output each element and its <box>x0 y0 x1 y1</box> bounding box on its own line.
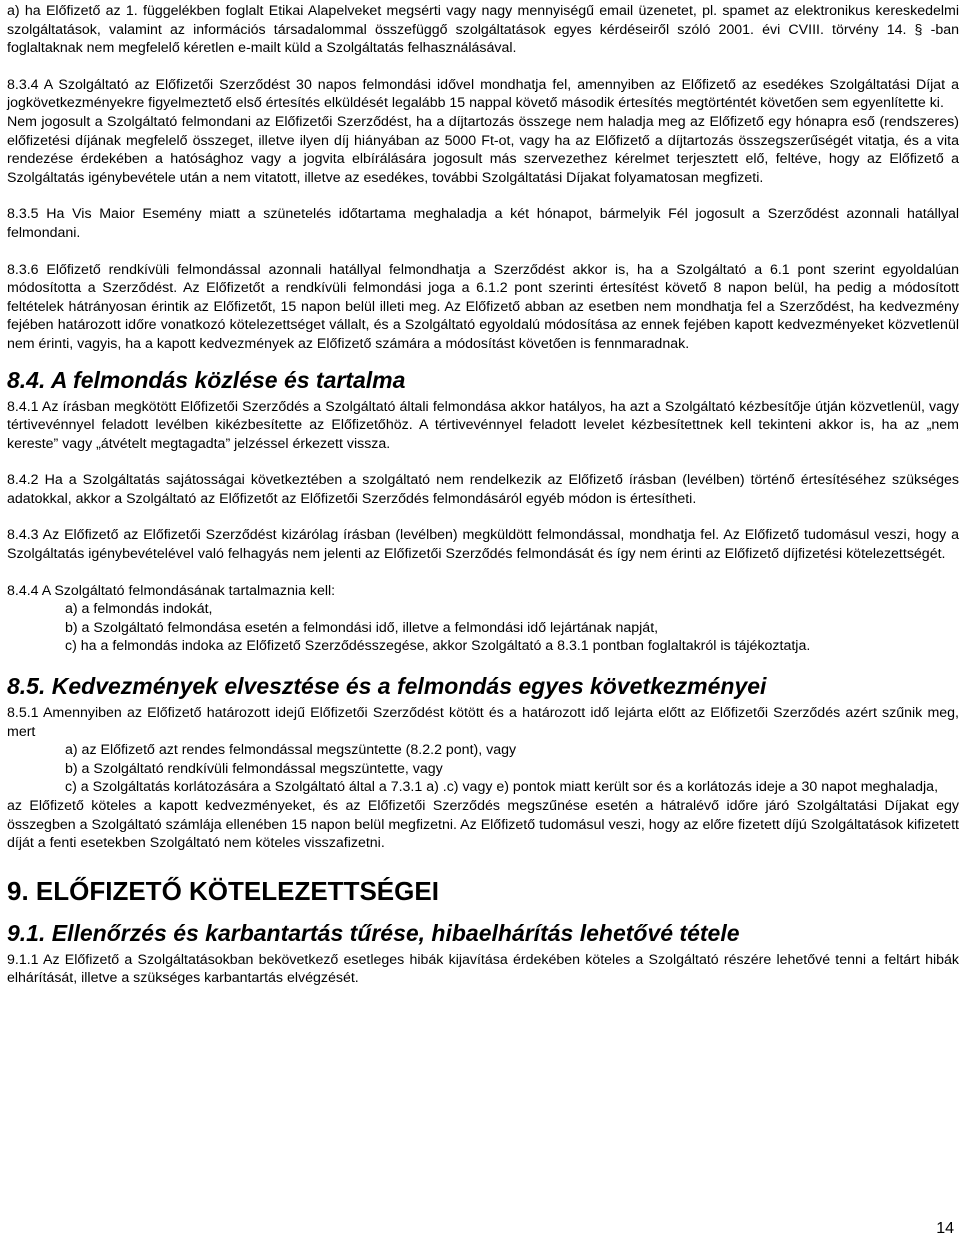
paragraph-8-3-4-continued: Nem jogosult a Szolgáltató felmondani az Előfizetői Szerződést, ha a díjtartozás összege nem haladja meg az Előfizető egy hónapra eső (rendszeres) előfizetési díjának megfelelő összeget, illetve ilyen díj hiányában az 5000 Ft-ot, vagy ha az Előfizető a díjtartozás összegszerűségét vitatja, és a vita rendezése érdekében a hatósághoz vagy a jogvita elbírálására jogosult más szervezethez kérelmet terjesztett elő, feltéve, hogy az Előfizető a Szolgáltatás igénybevétele után a nem vitatott, illetve az esedékes, további Szolgáltatási Díjakat folyamatosan megfizeti. <box>7 113 959 186</box>
list-item: b) a Szolgáltató felmondása esetén a felmondási idő, illetve a felmondási idő lejártának napját, <box>65 619 659 636</box>
page-number: 14 <box>936 1220 954 1237</box>
paragraph-8-4-1: 8.4.1 Az írásban megkötött Előfizetői Szerződés a Szolgáltató általi felmondása akkor hatályos, ha azt a Szolgáltató kézbesítője útján közvetlenül, vagy tértivevénnyel feladott levélben kikézbesítette az Előfizetőhöz. A tértivevénnyel feladott levelet kézbesítettnek kell tekinteni akkor is, ha az „nem kereste” vagy „átvételt megtagadta” jelzéssel érkezett vissza. <box>7 398 959 452</box>
paragraph-8-5-1-continued: az Előfizető köteles a kapott kedvezményeket, és az Előfizetői Szerződés megszűnése esetén a hátralévő időre járó Szolgáltatási Díjakat egy összegben a Szolgáltató számlája ellenében 15 napon belül megfizetni. Az Előfizető tudomásul veszi, hogy az előre fizetett díjú Szolgáltatások kifizetett díját a fenti esetekben Szolgáltató nem köteles visszafizetni. <box>7 798 959 852</box>
paragraph-8-5-1: 8.5.1 Amennyiben az Előfizető határozott idejű Előfizetői Szerződést kötött és a határozott idő lejárta előtt az Előfizetői Szerződés azért szűnik meg, mert <box>7 705 959 740</box>
paragraph-8-3-5: 8.3.5 Ha Vis Maior Esemény miatt a szünetelés időtartama meghaladja a két hónapot, bármelyik Fél jogosult a Szerződést azonnali hatállyal felmondani. <box>7 206 959 241</box>
paragraph-9-1-1: 9.1.1 Az Előfizető a Szolgáltatásokban bekövetkező esetleges hibák kijavítása érdekében köteles a Szolgáltató részére lehetővé tenni a feltárt hibák elhárítását, illetve a szükséges karbantartás elvégzését. <box>7 951 959 987</box>
list-8-5-1 <box>7 741 959 797</box>
list-item: a) az Előfizető azt rendes felmondással megszüntette (8.2.2 pont), vagy <box>65 742 517 759</box>
list-item: a) a felmondás indokát, <box>65 601 213 618</box>
heading-9-1: 9.1. Ellenőrzés és karbantartás tűrése, hibaelhárítás lehetővé tétele <box>7 919 740 946</box>
heading-8-4: 8.4. A felmondás közlése és tartalma <box>7 366 406 393</box>
paragraph-8-4-3: 8.4.3 Az Előfizető az Előfizetői Szerződést kizárólag írásban (levélben) megküldött felmondással, mondhatja fel. Az Előfizető tudomásul veszi, hogy a Szolgáltatás igénybevételével való felhagyás nem jelenti az Előfizetői Szerződés felmondását és így nem érinti az Előfizető díjfizetési kötelezettségét. <box>7 527 959 563</box>
paragraph-8-4-2: 8.4.2 Ha a Szolgáltatás sajátosságai következtében a szolgáltató nem rendelkezik az Előfizető írásban (levélben) történő értesítéséhez szükséges adatokkal, akkor a Szolgáltató az Előfizetőt az Előfizetői Szerződés felmondásáról egyéb módon is értesítheti. <box>7 472 959 507</box>
document-page <box>7 2 959 988</box>
heading-9: 9. ELŐFIZETŐ KÖTELEZETTSÉGEI <box>7 875 439 906</box>
paragraph-8-3-6: 8.3.6 Előfizető rendkívüli felmondással azonnali hatállyal felmondhatja a Szerződést akkor is, ha a Szolgáltató a 6.1 pont szerint egyoldalúan módosította a Szerződést. Az Előfizetőt a rendkívüli felmondási joga a 6.1.2 pont szerinti értesítést követő 8 napon belül, ha pedig a módosított feltételek hátrányosan érintik az Előfizetőt, 15 napon belül illeti meg. Az Előfizető abban az esetben nem mondhatja fel a Szerződést, ha kedvezmény fejében határozott időre vonatkozó kötelezettséget vállalt, és a Szolgáltató egyoldalú módosítása az ennek fejében kapott kedvezményeket közvetlenül nem érinti, vagyis, ha a kapott kedvezmények az Előfizető számára a módosítást követően is fennmaradnak. <box>7 261 959 352</box>
paragraph-8-3-4: 8.3.4 A Szolgáltató az Előfizetői Szerződést 30 napos felmondási idővel mondhatja fel, amennyiben az Előfizető az esedékes Szolgáltatási Díjat a jogkövetkezményekre figyelmeztető első értesítés elküldését legalább 15 nappal követő második értesítés megtörténtét követően sem egyenlítette ki. <box>7 76 959 112</box>
list-item: c) a Szolgáltatás korlátozására a Szolgáltató által a 7.3.1 a) .c) vagy e) pontok miatt került sor és a korlátozás ideje a 30 napot meghaladja, <box>65 779 939 796</box>
list-item: b) a Szolgáltató rendkívüli felmondással megszüntette, vagy <box>65 760 443 777</box>
list-8-4-4 <box>7 600 959 656</box>
paragraph-violation-a: a) ha Előfizető az 1. függelékben foglalt Etikai Alapelveket megsérti vagy nagy mennyiségű email üzenetet, pl. spamet az elektronikus kereskedelmi szolgáltatások, valamint az információs társadalommal összefüggő szolgáltatások egyes kérdéseiről szóló 2001. évi CVIII. törvény 14. § -ban foglaltaknak nem megfelelő kéretlen e-mailt küld a Szolgáltatás felhasználásával. <box>7 3 959 57</box>
heading-8-5: 8.5. Kedvezmények elvesztése és a felmondás egyes következményei <box>7 673 767 700</box>
list-item: c) ha a felmondás indoka az Előfizető Szerződésszegése, akkor Szolgáltató a 8.3.1 pontban foglaltakról is tájékoztatja. <box>65 638 811 655</box>
paragraph-8-4-4: 8.4.4 A Szolgáltató felmondásának tartalmaznia kell: <box>7 582 336 599</box>
